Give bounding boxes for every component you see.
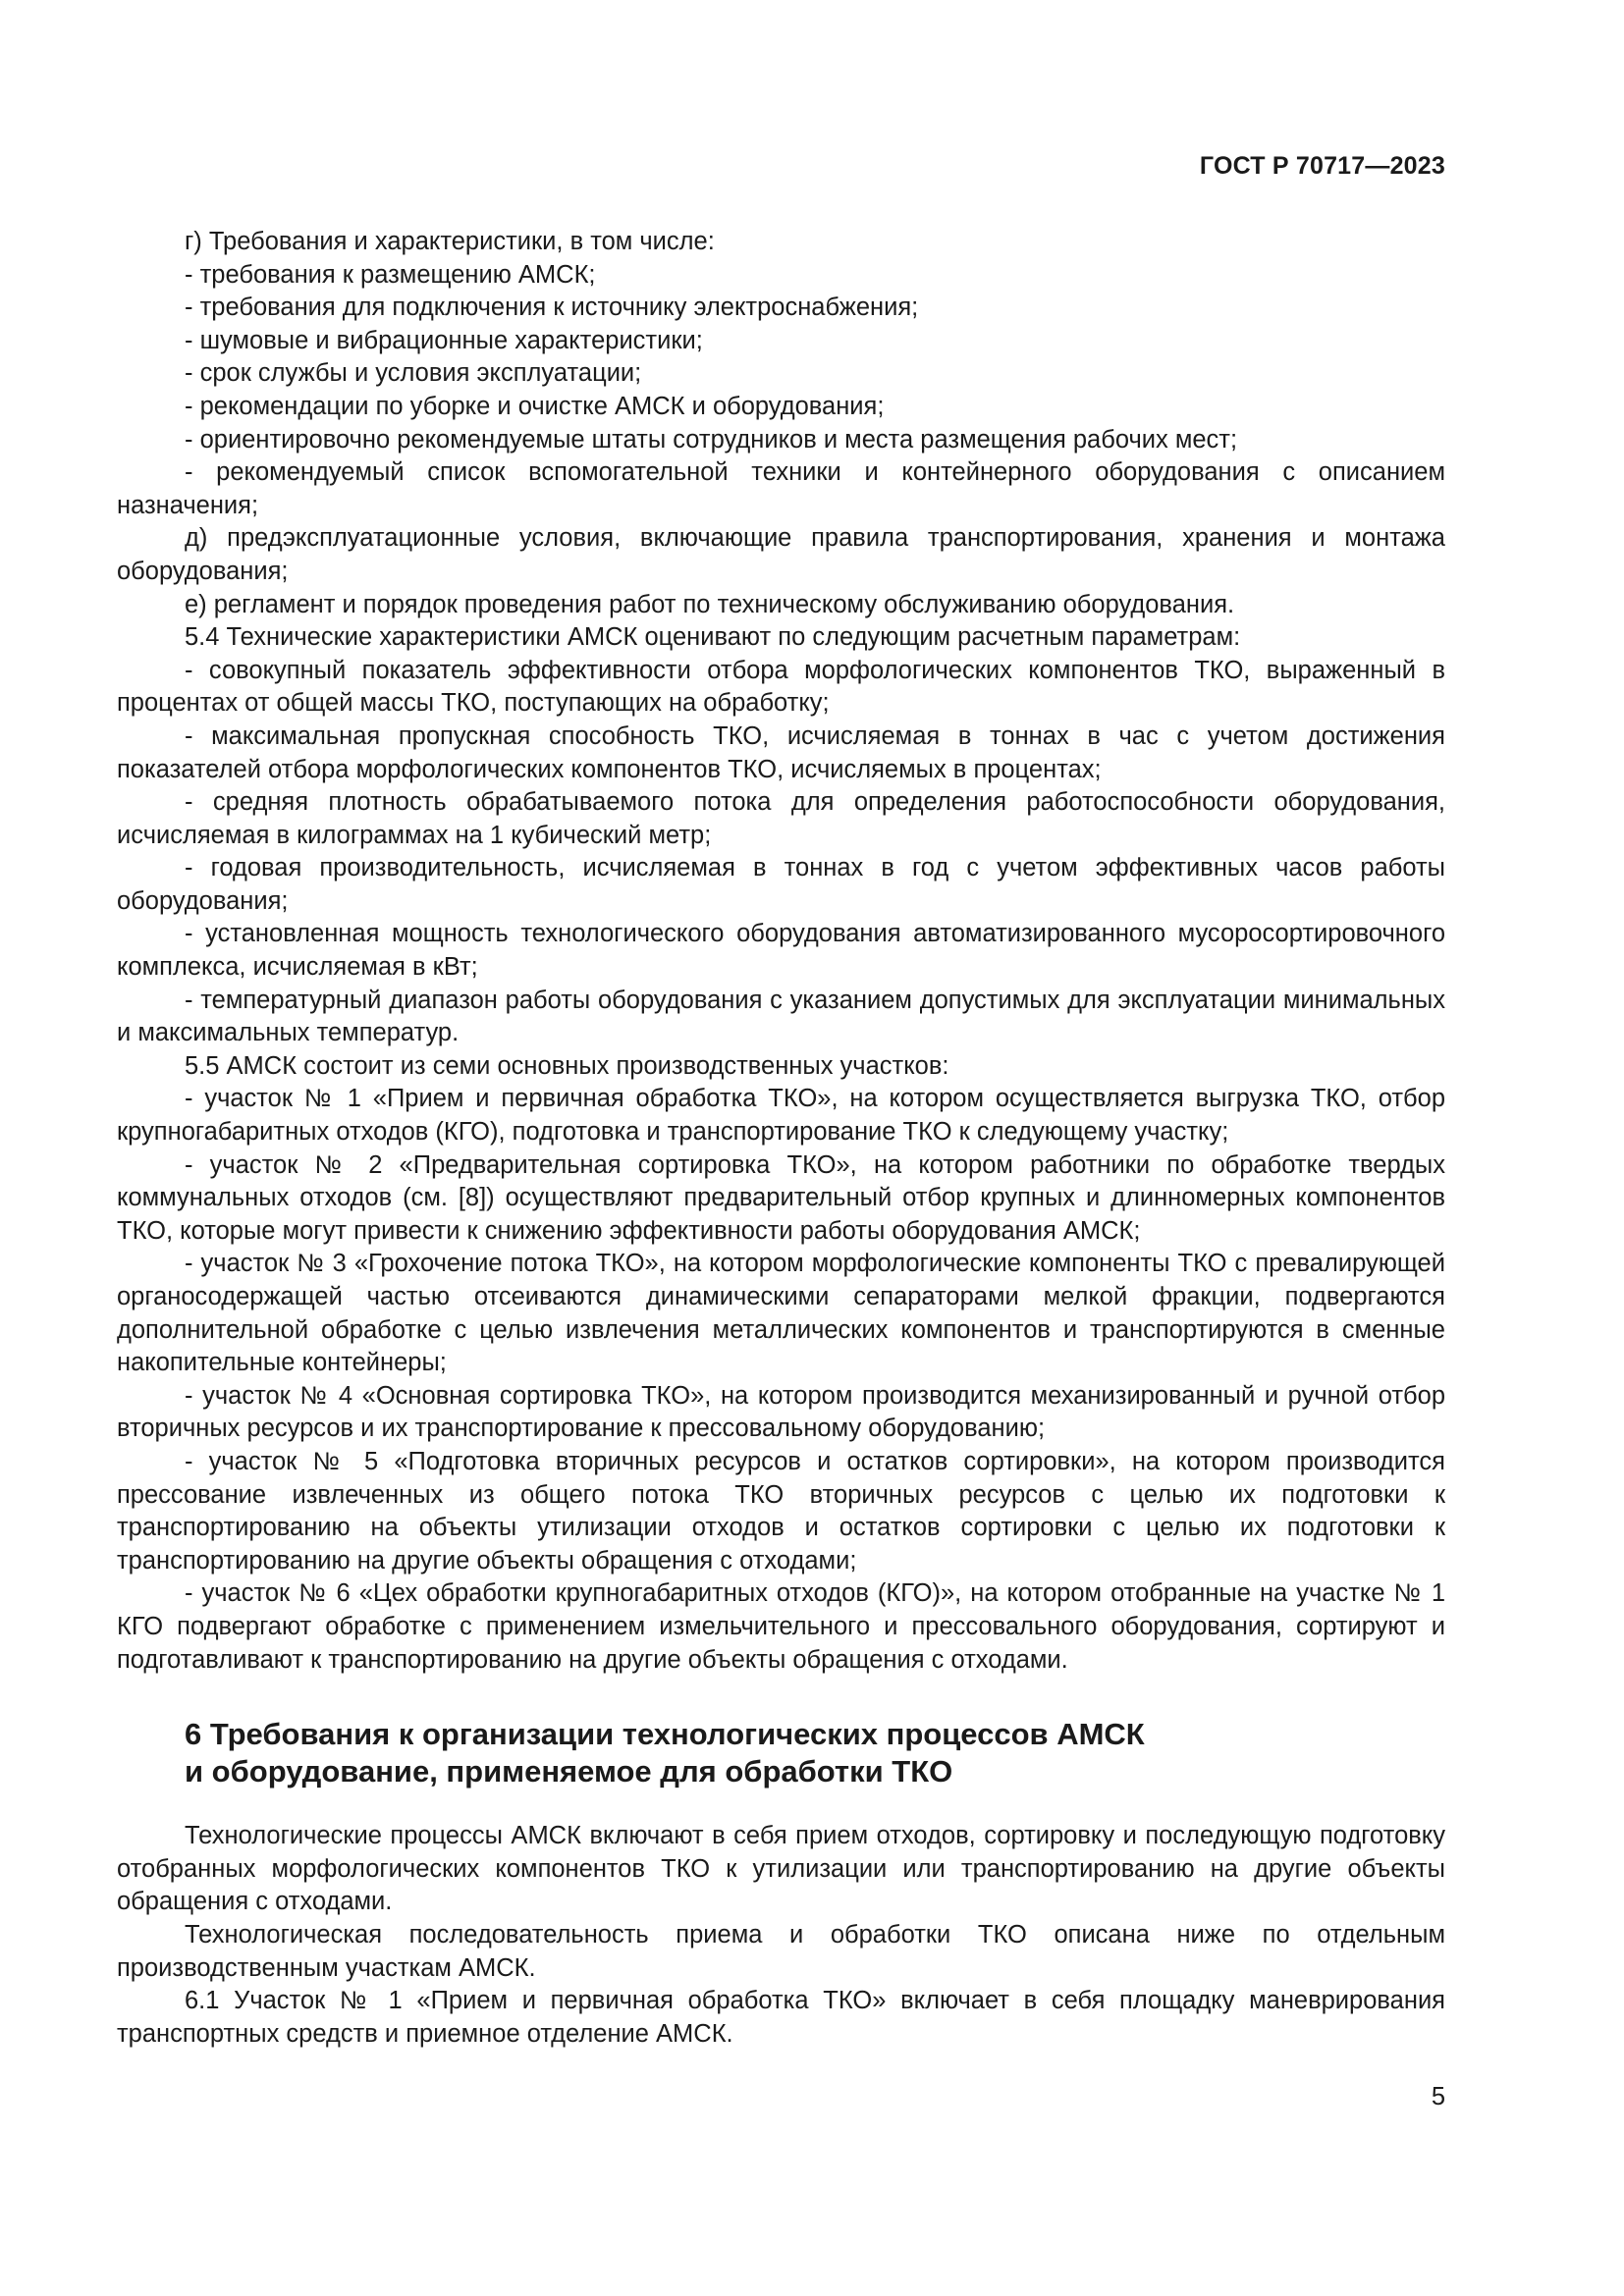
paragraph: - участок № 6 «Цех обработки крупногабаритных отходов (КГО)», на котором отобранные на участке № 1 КГО подвергают обработке с применением измельчительного и прессовального оборудования, сортируют и подготавливают к транспортированию на другие объекты обращения с отходами. xyxy=(117,1579,1445,1674)
paragraph: - срок службы и условия эксплуатации; xyxy=(185,359,642,388)
paragraph: - ориентировочно рекомендуемые штаты сотрудников и места размещения рабочих мест; xyxy=(185,425,1238,454)
page-content xyxy=(117,226,1445,2051)
paragraph: - участок № 3 «Грохочение потока ТКО», на котором морфологические компоненты ТКО с превалирующей органосодержащей частью отсеиваются динамическими сепараторами мелкой фракции, подвергаются дополнительной обработке с целью извлечения металлических компонентов и транспортируются в сменные накопительные контейнеры; xyxy=(117,1250,1445,1377)
paragraph: - требования для подключения к источнику электроснабжения; xyxy=(185,294,919,322)
paragraph: д) предэксплуатационные условия, включающие правила транспортирования, хранения и монтажа оборудования; xyxy=(117,524,1445,585)
paragraph: Технологические процессы АМСК включают в себя прием отходов, сортировку и последующую подготовку отобранных морфологических компонентов ТКО к утилизации или транспортированию на другие объекты обращения с отходами. xyxy=(117,1822,1445,1916)
paragraph: - установленная мощность технологического оборудования автоматизированного мусоросортировочного комплекса, исчисляемая в кВт; xyxy=(117,920,1445,982)
paragraph: - участок № 5 «Подготовка вторичных ресурсов и остатков сортировки», на котором производится прессование извлеченных из общего потока ТКО вторичных ресурсов с целью их подготовки к транспортированию на объекты утилизации отходов и остатков сортировки с целью их подготовки к транспортированию на другие объекты обращения с отходами; xyxy=(117,1447,1445,1575)
paragraph: 5.5 АМСК состоит из семи основных производственных участков: xyxy=(185,1051,949,1080)
paragraph: - максимальная пропускная способность ТКО, исчисляемая в тоннах в час с учетом достижения показателей отбора морфологических компонентов ТКО, исчисляемых в процентах; xyxy=(117,721,1445,783)
paragraph: 5.4 Технические характеристики АМСК оценивают по следующим расчетным параметрам: xyxy=(185,623,1241,652)
paragraph: - рекомендации по уборке и очистке АМСК и оборудования; xyxy=(185,392,885,420)
page-number: 5 xyxy=(1431,2083,1445,2110)
section-6-heading-line1: 6 Требования к организации технологических процессов АМСК xyxy=(185,1717,1145,1752)
section-6-heading-line2: и оборудование, применяемое для обработки ТКО xyxy=(185,1754,953,1789)
paragraph: г) Требования и характеристики, в том числе: xyxy=(185,228,715,255)
paragraph: - средняя плотность обрабатываемого потока для определения работоспособности оборудования, исчисляемая в килограммах на 1 кубический метр; xyxy=(117,788,1445,849)
paragraph: - совокупный показатель эффективности отбора морфологических компонентов ТКО, выраженный в процентах от общей массы ТКО, поступающих на обработку; xyxy=(117,656,1445,718)
section-6-text xyxy=(117,1820,1445,2051)
paragraph: - температурный диапазон работы оборудования с указанием допустимых для эксплуатации минимальных и максимальных температур. xyxy=(117,986,1445,1047)
paragraph: 6.1 Участок № 1 «Прием и первичная обработка ТКО» включает в себя площадку маневрирования транспортных средств и приемное отделение АМСК. xyxy=(117,1987,1445,2048)
paragraph: - годовая производительность, исчисляемая в тоннах в год с учетом эффективных часов работы оборудования; xyxy=(117,854,1445,915)
section-6-heading xyxy=(185,1716,1445,1790)
paragraph: е) регламент и порядок проведения работ по техническому обслуживанию оборудования. xyxy=(185,590,1235,618)
document-id-header: ГОСТ Р 70717—2023 xyxy=(1199,152,1445,180)
paragraph: - участок № 2 «Предварительная сортировка ТКО», на котором работники по обработке твердых коммунальных отходов (см. [8]) осуществляют предварительный отбор крупных и длинномерных компонентов ТКО, которые могут привести к снижению эффективности работы оборудования АМСК; xyxy=(117,1150,1445,1245)
paragraph: - требования к размещению АМСК; xyxy=(185,260,596,289)
paragraph: - участок № 4 «Основная сортировка ТКО», на котором производится механизированный и ручной отбор вторичных ресурсов и их транспортирование к прессовальному оборудованию; xyxy=(117,1381,1445,1443)
paragraph: - участок № 1 «Прием и первичная обработка ТКО», на котором осуществляется выгрузка ТКО, отбор крупногабаритных отходов (КГО), подготовка и транспортирование ТКО к следующему участку; xyxy=(117,1085,1445,1147)
paragraph: Технологическая последовательность приема и обработки ТКО описана ниже по отдельным производственным участкам АМСК. xyxy=(117,1920,1445,1982)
paragraph: - шумовые и вибрационные характеристики; xyxy=(185,326,703,354)
paragraph: - рекомендуемый список вспомогательной техники и контейнерного оборудования с описанием назначения; xyxy=(117,458,1445,519)
section-5-text xyxy=(117,226,1445,1677)
